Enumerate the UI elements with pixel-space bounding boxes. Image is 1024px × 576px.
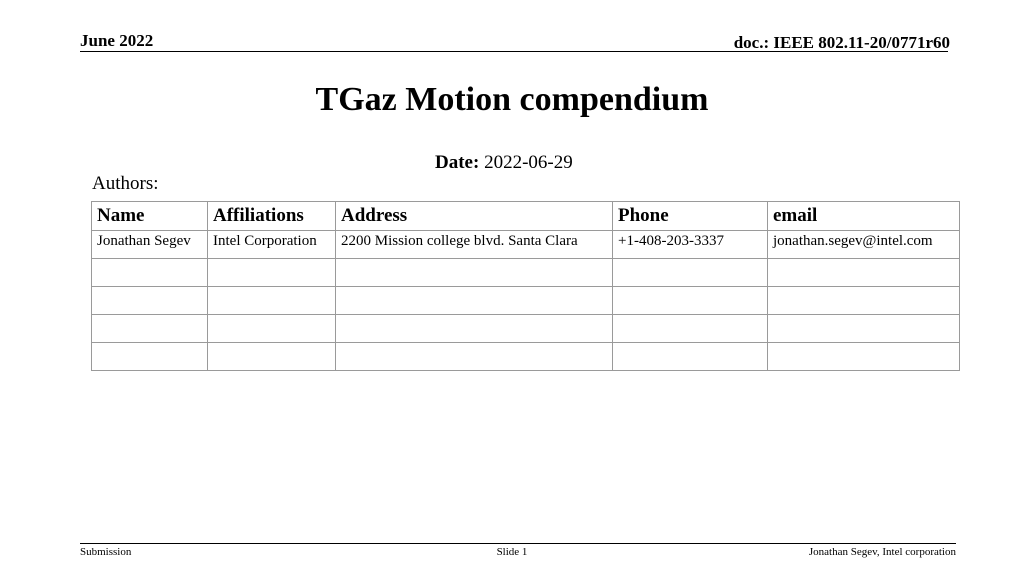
author-email: jonathan.segev@intel.com [768, 231, 960, 259]
footer-divider [80, 543, 956, 544]
header-date: June 2022 [80, 31, 154, 50]
author-address: 2200 Mission college blvd. Santa Clara [336, 231, 613, 259]
author-phone: +1-408-203-3337 [613, 231, 768, 259]
table-row [92, 231, 960, 259]
author-email [768, 315, 960, 343]
authors-label: Authors: [92, 173, 159, 194]
slide-title: TGaz Motion compendium [315, 81, 709, 118]
author-address [336, 287, 613, 315]
table-header-row [92, 202, 960, 231]
author-address [336, 315, 613, 343]
author-address [336, 343, 613, 371]
column-header-phone: Phone [613, 202, 768, 231]
author-phone [613, 343, 768, 371]
author-affiliation: Intel Corporation [208, 231, 336, 259]
author-affiliation [208, 259, 336, 287]
author-email [768, 343, 960, 371]
footer-submission: Submission [80, 546, 132, 558]
author-email [768, 259, 960, 287]
author-phone [613, 259, 768, 287]
table-row [92, 343, 960, 371]
table-row [92, 287, 960, 315]
table-row [92, 315, 960, 343]
date-line [435, 152, 573, 174]
date-value: 2022-06-29 [484, 152, 573, 173]
author-email [768, 287, 960, 315]
table-row [92, 259, 960, 287]
footer-slide-number: Slide 1 [496, 546, 528, 558]
author-name: Jonathan Segev [92, 231, 208, 259]
column-header-address: Address [336, 202, 613, 231]
author-phone [613, 315, 768, 343]
author-name [92, 287, 208, 315]
author-name [92, 315, 208, 343]
author-affiliation [208, 343, 336, 371]
authors-table [91, 201, 960, 371]
header-divider [80, 51, 948, 52]
author-address [336, 259, 613, 287]
author-name [92, 259, 208, 287]
date-label: Date: [435, 152, 480, 173]
column-header-email: email [768, 202, 960, 231]
column-header-affiliations: Affiliations [208, 202, 336, 231]
author-affiliation [208, 315, 336, 343]
author-phone [613, 287, 768, 315]
column-header-name: Name [92, 202, 208, 231]
author-name [92, 343, 208, 371]
header-doc-number: doc.: IEEE 802.11-20/0771r60 [733, 33, 950, 52]
author-affiliation [208, 287, 336, 315]
footer-author: Jonathan Segev, Intel corporation [808, 546, 956, 558]
